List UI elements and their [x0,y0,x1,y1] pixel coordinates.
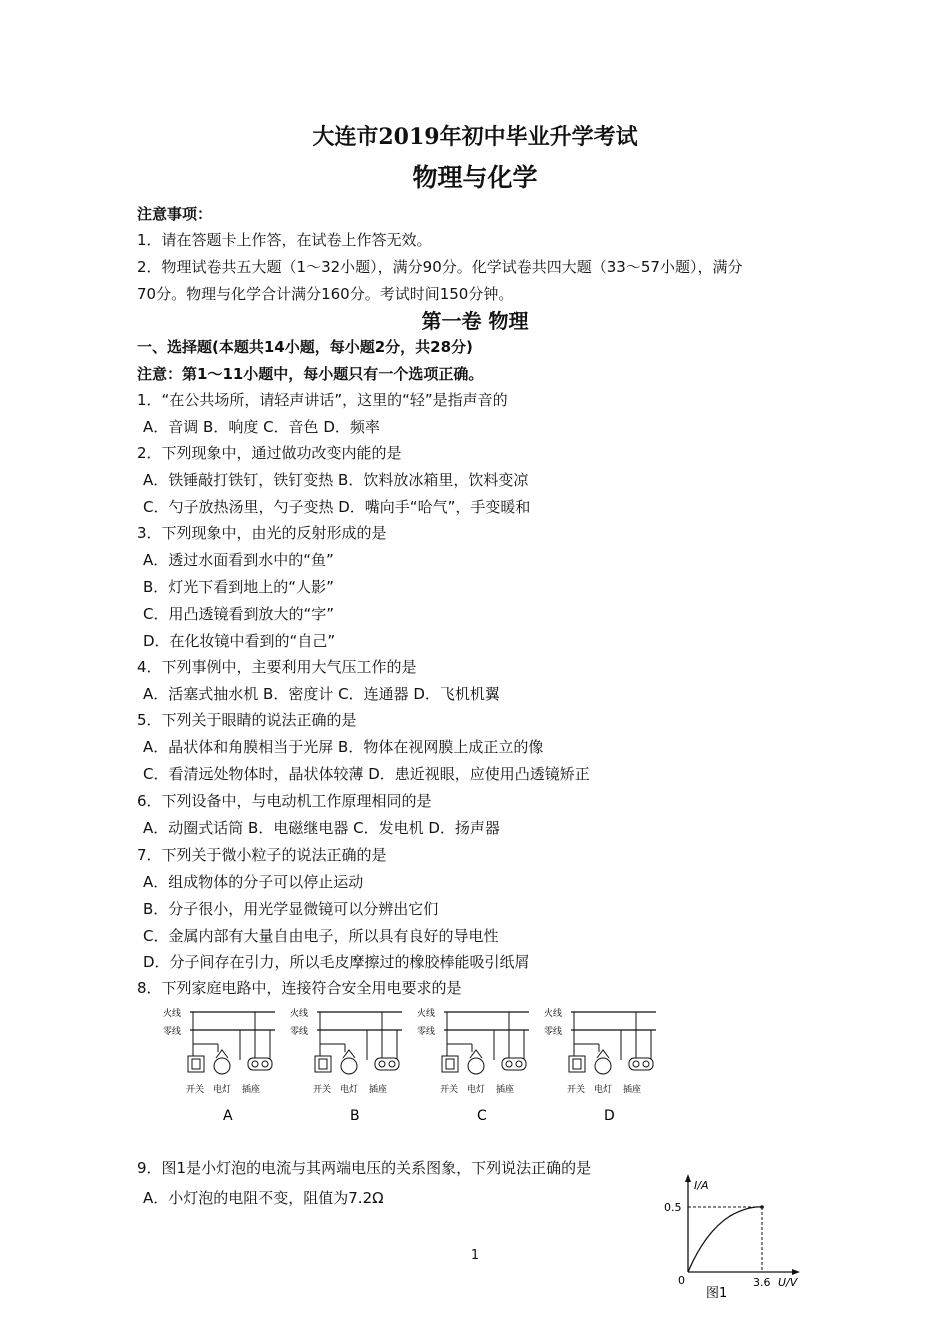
q4-stem: 4．下列事例中，主要利用大气压工作的是 [137,658,417,676]
page-number: 1 [470,1248,480,1263]
lamp-icon [595,1058,611,1074]
q3-option-c: C．用凸透镜看到放大的“字” [143,605,335,623]
switch-box [442,1056,458,1072]
origin-label: 0 [678,1274,685,1287]
q3-option-a: A．透过水面看到水中的“鱼” [143,551,334,569]
y-axis-arrow [685,1174,691,1182]
socket-label: 插座 [496,1085,515,1095]
neutral-wire-label: 零线 [417,1027,436,1037]
q3-option-b: B．灯光下看到地上的“人影” [143,578,334,596]
notice-line-2b: 70分。物理与化学合计满分160分。考试时间150分钟。 [137,285,514,303]
x-tick-label: 3.6 [753,1276,771,1289]
socket-label: 插座 [369,1085,388,1095]
lamp-label: 电灯 [594,1085,613,1095]
circuit-option-a: A [223,1108,233,1124]
circuit-option-d: D [604,1108,615,1124]
x-axis-arrow [792,1269,800,1275]
q5-options-cd: C．看清远处物体时，晶状体较薄 D．患近视眼，应使用凸透镜矫正 [143,765,590,783]
notice-line-1: 1．请在答题卡上作答，在试卷上作答无效。 [137,231,432,249]
q3-option-d: D．在化妆镜中看到的“自己” [143,632,336,650]
part1-title: 第一卷 物理 [421,309,529,333]
q7-stem: 7．下列关于微小粒子的说法正确的是 [137,846,387,864]
q3-stem: 3．下列现象中，由光的反射形成的是 [137,524,387,542]
circuit-option-c: C [477,1108,487,1124]
q7-option-c: C．金属内部有大量自由电子，所以具有良好的导电性 [143,927,499,945]
lamp-label: 电灯 [213,1085,232,1095]
y-tick-label: 0.5 [664,1201,682,1214]
q2-stem: 2．下列现象中，通过做功改变内能的是 [137,444,402,462]
live-wire-label: 火线 [163,1009,182,1019]
switch-box [315,1056,331,1072]
socket-label: 插座 [623,1085,642,1095]
live-wire-label: 火线 [544,1009,563,1019]
y-axis-label: I/A [694,1179,709,1192]
q4-options: A．活塞式抽水机 B．密度计 C．连通器 D．飞机机翼 [143,685,500,703]
x-axis-label: U/V [778,1276,798,1289]
switch-box [569,1056,585,1072]
q1-options: A．音调 B．响度 C．音色 D．频率 [143,418,380,436]
lamp-label: 电灯 [467,1085,486,1095]
q6-options: A．动圈式话筒 B．电磁继电器 C．发电机 D．扬声器 [143,819,500,837]
neutral-wire-label: 零线 [290,1027,309,1037]
exam-title: 大连市2019年初中毕业升学考试 [312,124,638,150]
notice-heading: 注意事项： [137,205,213,223]
lamp-icon [468,1058,484,1074]
circuit-option-b: B [350,1108,360,1124]
neutral-wire-label: 零线 [163,1027,182,1037]
switch-label: 开关 [567,1085,586,1095]
q2-options-ab: A．铁锤敲打铁钉，铁钉变热 B．饮料放冰箱里，饮料变凉 [143,471,529,489]
q5-stem: 5．下列关于眼睛的说法正确的是 [137,711,357,729]
q7-option-a: A．组成物体的分子可以停止运动 [143,873,364,891]
switch-box [188,1056,204,1072]
socket-label: 插座 [242,1085,261,1095]
switch-label: 开关 [440,1085,459,1095]
section-heading: 一、选择题(本题共14小题，每小题2分，共28分) [137,338,473,356]
q8-stem: 8．下列家庭电路中，连接符合安全用电要求的是 [137,979,462,997]
lamp-icon [341,1058,357,1074]
q9-stem: 9．图1是小灯泡的电流与其两端电压的关系图象，下列说法正确的是 [137,1159,592,1177]
lamp-label: 电灯 [340,1085,359,1095]
q1-stem: 1．“在公共场所，请轻声讲话”，这里的“轻”是指声音的 [137,391,508,409]
live-wire-label: 火线 [417,1009,436,1019]
q9-option-a: A．小灯泡的电阻不变，阻值为7.2Ω [143,1189,384,1207]
section-note: 注意：第1～11小题中，每小题只有一个选项正确。 [137,365,484,383]
circuit-diagrams [150,1000,670,1130]
figure-caption: 图1 [706,1286,728,1300]
q6-stem: 6．下列设备中，与电动机工作原理相同的是 [137,792,432,810]
neutral-wire-label: 零线 [544,1027,563,1037]
figure-1-graph [660,1172,810,1300]
end-point [760,1205,764,1209]
q5-options-ab: A．晶状体和角膜相当于光屏 B．物体在视网膜上成正立的像 [143,738,544,756]
q2-options-cd: C．勺子放热汤里，勺子变热 D．嘴向手“哈气”，手变暖和 [143,498,531,516]
switch-label: 开关 [186,1085,205,1095]
notice-line-2a: 2．物理试卷共五大题（1～32小题），满分90分。化学试卷共四大题（33～57小题），满分 [137,258,743,276]
lamp-icon [214,1058,230,1074]
q7-option-b: B．分子很小，用光学显微镜可以分辨出它们 [143,900,439,918]
subject-title: 物理与化学 [412,163,538,192]
q7-option-d: D．分子间存在引力，所以毛皮摩擦过的橡胶棒能吸引纸屑 [143,953,530,971]
live-wire-label: 火线 [290,1009,309,1019]
switch-label: 开关 [313,1085,332,1095]
